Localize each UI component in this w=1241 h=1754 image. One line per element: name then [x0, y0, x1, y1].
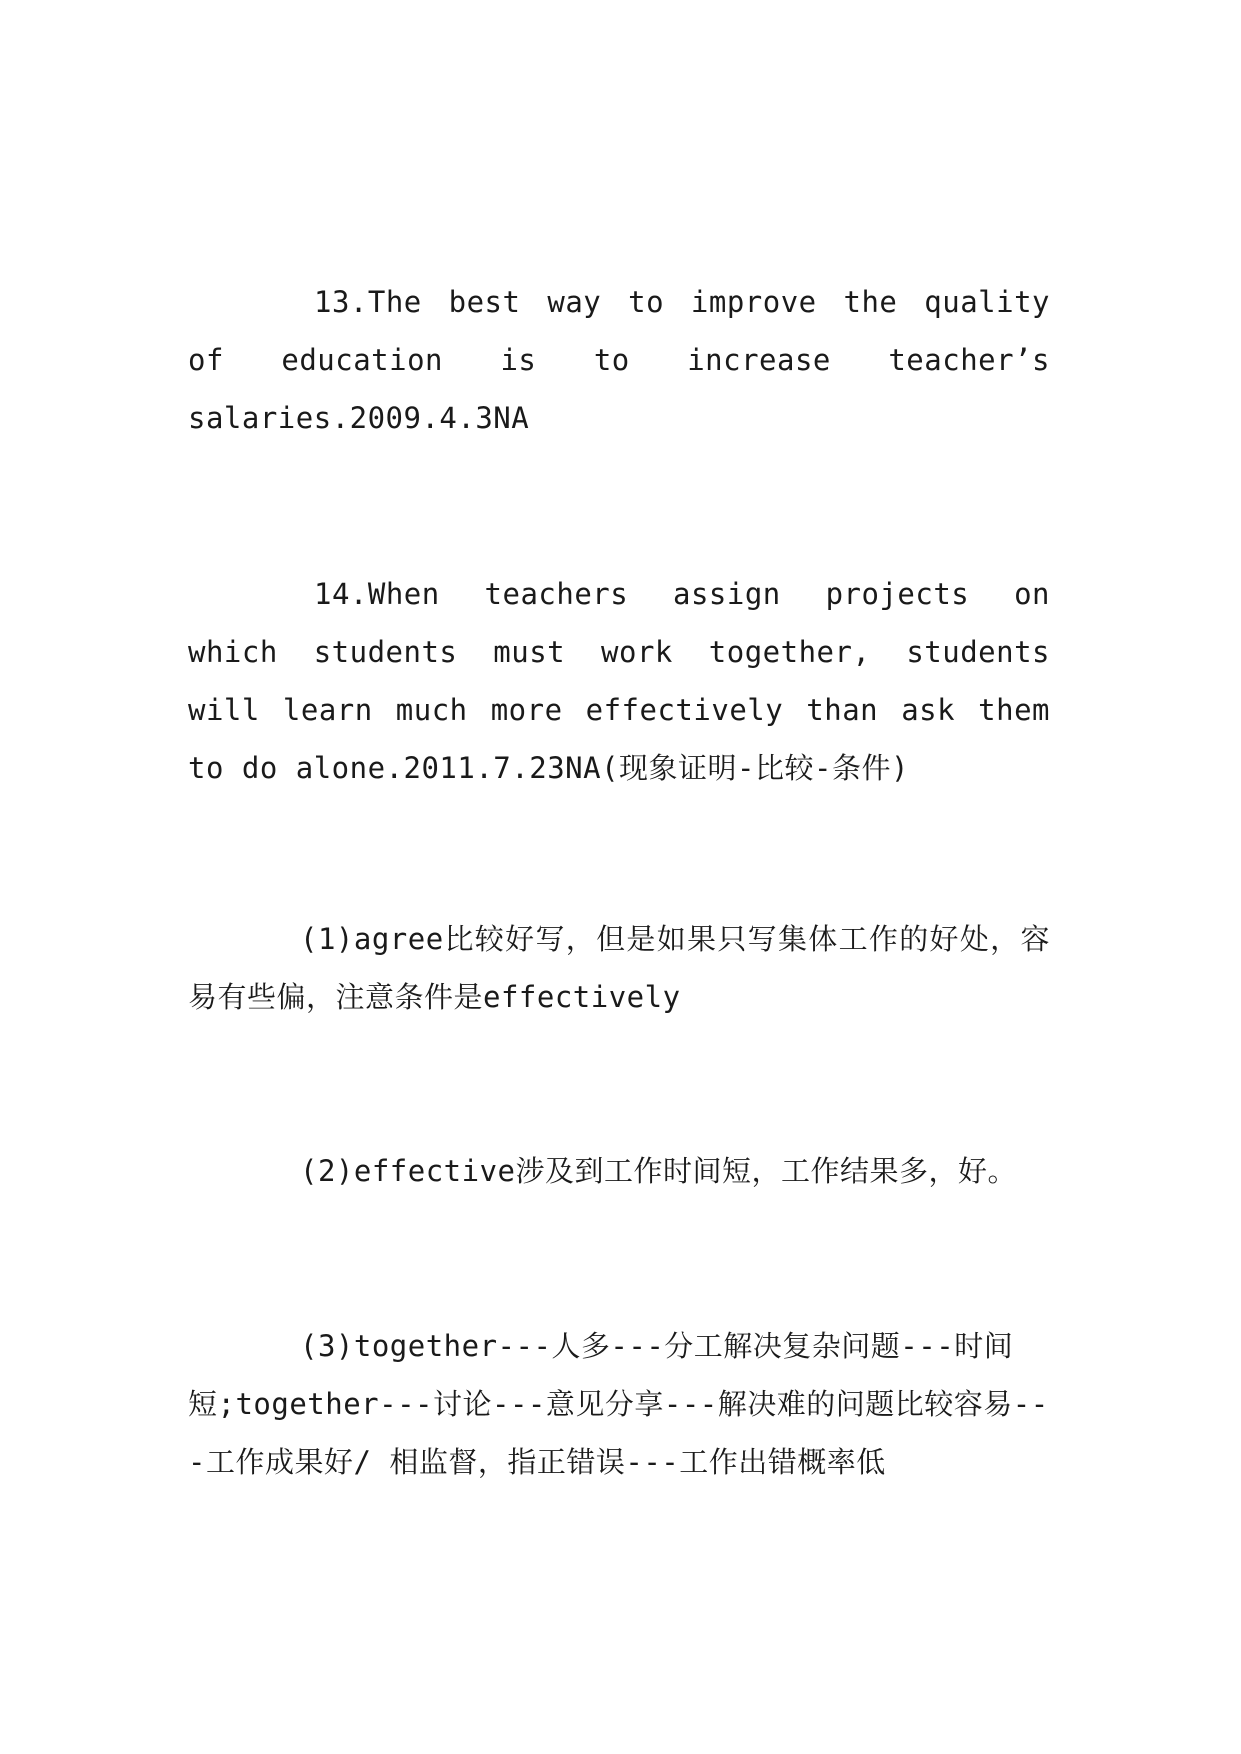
- essay-prompt-14: 14.When teachers assign projects on which students must work together, students will learn much more effectively than ask them to do alone.2011.7.23NA(现象证明-比较-条件): [188, 577, 1050, 785]
- note-paragraph-3: (3)together---人多---分工解决复杂问题---时间短;together---讨论---意见分享---解决难的问题比较容易---工作成果好/ 相监督，指正错误---工作出错概率低: [188, 1329, 1049, 1479]
- essay-prompt-13: 13.The best way to improve the quality of education is to increase teacher’s salaries.2009.4.3NA: [188, 285, 1050, 435]
- note-paragraph-1: (1)agree比较好写，但是如果只写集体工作的好处，容易有些偏，注意条件是effectively: [188, 922, 1050, 1014]
- note-paragraph-2: (2)effective涉及到工作时间短，工作结果多，好。: [300, 1154, 1018, 1188]
